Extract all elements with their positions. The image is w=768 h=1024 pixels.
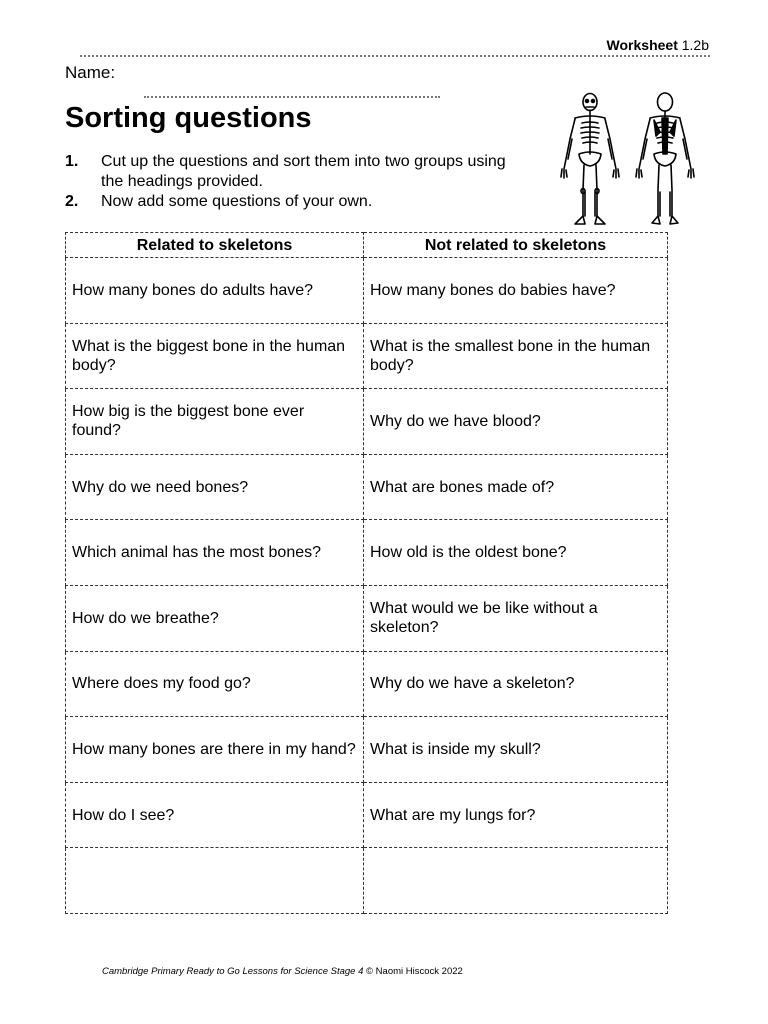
- question-cell-related: How big is the biggest bone ever found?: [66, 389, 364, 455]
- table-row: [66, 585, 668, 651]
- table-row: [66, 782, 668, 848]
- table-row: [66, 258, 668, 324]
- question-cell-related: [66, 848, 364, 914]
- question-cell-not-related: What is the smallest bone in the human body?: [364, 323, 668, 389]
- worksheet-label: [607, 37, 709, 53]
- skeleton-back-icon: [630, 92, 700, 230]
- question-cell-related: How do we breathe?: [66, 585, 364, 651]
- footer-series: Cambridge Primary Ready to Go Lessons for Science Stage 4: [102, 966, 364, 977]
- table-row: [66, 717, 668, 783]
- question-cell-not-related: What is inside my skull?: [364, 717, 668, 783]
- table-row: [66, 651, 668, 717]
- footer-copyright: © Naomi Hiscock 2022: [366, 966, 463, 977]
- question-cell-not-related: Why do we have blood?: [364, 389, 668, 455]
- instruction-number: 1.: [65, 153, 79, 170]
- question-cell-related: Where does my food go?: [66, 651, 364, 717]
- header-not-related-to-skeletons: Not related to skeletons: [364, 233, 668, 258]
- table-row: [66, 454, 668, 520]
- table-row: [66, 848, 668, 914]
- question-cell-not-related: What are bones made of?: [364, 454, 668, 520]
- question-cell-not-related: [364, 848, 668, 914]
- header-dotted-rule: [80, 55, 710, 57]
- table-row: [66, 520, 668, 586]
- header-related-to-skeletons: Related to skeletons: [66, 233, 364, 258]
- table-row: [66, 323, 668, 389]
- name-label: Name:: [65, 63, 116, 82]
- question-sort-table: [65, 232, 668, 914]
- question-cell-related: What is the biggest bone in the human body?: [66, 323, 364, 389]
- question-cell-related: Why do we need bones?: [66, 454, 364, 520]
- worksheet-number: 1.2b: [681, 37, 709, 53]
- question-cell-related: How many bones do adults have?: [66, 258, 364, 324]
- table-row: [66, 389, 668, 455]
- question-cell-not-related: What would we be like without a skeleton?: [364, 585, 668, 651]
- question-cell-related: How do I see?: [66, 782, 364, 848]
- instruction-number: 2.: [65, 193, 79, 210]
- question-cell-not-related: How many bones do babies have?: [364, 258, 668, 324]
- page-title: Sorting questions: [65, 102, 312, 134]
- instructions-list: [65, 152, 525, 212]
- instruction-text: Now add some questions of your own.: [101, 193, 373, 210]
- question-cell-not-related: Why do we have a skeleton?: [364, 651, 668, 717]
- instruction-item: [65, 192, 525, 212]
- question-cell-related: Which animal has the most bones?: [66, 520, 364, 586]
- name-write-line: [144, 96, 440, 98]
- worksheet-word: Worksheet: [606, 37, 678, 53]
- instruction-item: [65, 152, 525, 192]
- skeleton-front-icon: [555, 92, 625, 230]
- question-cell-related: How many bones are there in my hand?: [66, 717, 364, 783]
- question-rows: [66, 258, 668, 914]
- question-cell-not-related: How old is the oldest bone?: [364, 520, 668, 586]
- page-footer: [102, 966, 463, 977]
- instruction-text: Cut up the questions and sort them into two groups using the headings provided.: [101, 153, 506, 190]
- question-cell-not-related: What are my lungs for?: [364, 782, 668, 848]
